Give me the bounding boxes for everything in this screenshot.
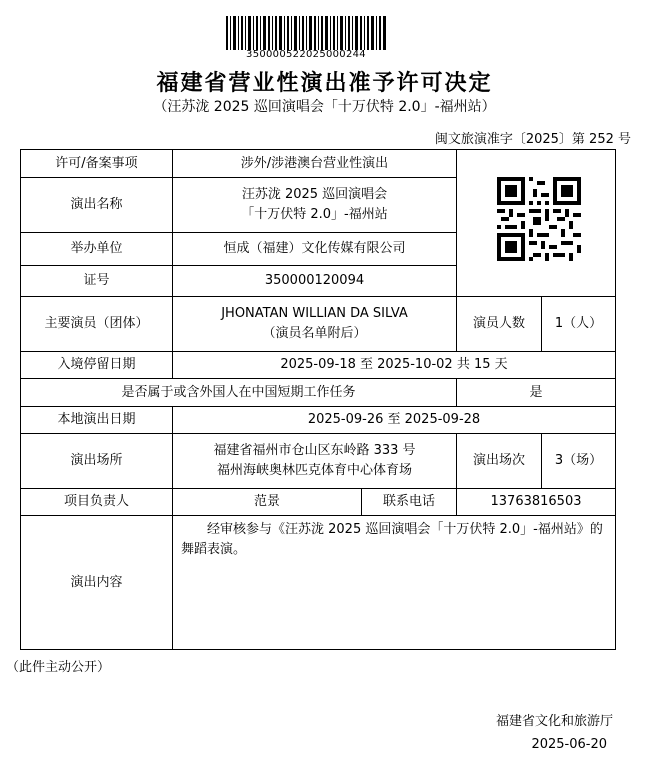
performer-note: （演员名单附后）	[262, 326, 367, 341]
venue-line2: 福州海峡奥林匹克体育中心体育场	[216, 463, 412, 478]
local-dates-label: 本地演出日期	[20, 406, 173, 434]
performer-cell	[172, 296, 457, 352]
foreign-task-value: 是	[456, 378, 616, 407]
barcode-number: 350000522025000244	[246, 49, 366, 60]
performer-name: JHONATAN WILLIAN DA SILVA	[221, 306, 408, 321]
license-type-label: 许可/备案事项	[20, 149, 173, 178]
public-disclosure-note: （此件主动公开）	[6, 660, 111, 675]
performer-label: 主要演员（团体）	[20, 296, 173, 352]
venue-label: 演出场所	[20, 433, 173, 489]
venue-line1: 福建省福州市仓山区东岭路 333 号	[213, 443, 416, 458]
performer-count-value: 1（人）	[541, 296, 616, 352]
show-name-label: 演出名称	[20, 177, 173, 233]
issue-date: 2025-06-20	[531, 737, 607, 752]
performer-count-label: 演员人数	[456, 296, 542, 352]
venue-cell	[172, 433, 457, 489]
sessions-value: 3（场）	[541, 433, 616, 489]
license-type-value: 涉外/涉港澳台营业性演出	[172, 149, 457, 178]
cert-label: 证号	[20, 265, 173, 297]
local-dates-value: 2025-09-26 至 2025-09-28	[172, 406, 616, 434]
show-name-line1: 汪苏泷 2025 巡回演唱会	[241, 187, 388, 202]
barcode-icon	[226, 16, 386, 50]
phone-label: 联系电话	[361, 488, 457, 516]
manager-label: 项目负责人	[20, 488, 173, 516]
manager-value: 范景	[172, 488, 362, 516]
stay-label: 入境停留日期	[20, 351, 173, 379]
foreign-task-label: 是否属于或含外国人在中国短期工作任务	[20, 378, 457, 407]
page-subtitle: （汪苏泷 2025 巡回演唱会「十万伏特 2.0」-福州站）	[153, 99, 496, 115]
organizer-label: 举办单位	[20, 232, 173, 266]
show-name-cell	[172, 177, 457, 233]
qr-code-icon	[497, 177, 581, 261]
phone-value: 13763816503	[456, 488, 616, 516]
issuing-authority: 福建省文化和旅游厅	[495, 714, 613, 729]
show-name-line2: 「十万伏特 2.0」-福州站	[241, 207, 388, 222]
document-number: 闽文旅演准字〔2025〕第 252 号	[434, 132, 631, 147]
organizer-value: 恒成（福建）文化传媒有限公司	[172, 232, 457, 266]
page-title: 福建省营业性演出准予许可决定	[156, 71, 493, 96]
content-value: 经审核参与《汪苏泷 2025 巡回演唱会「十万伏特 2.0」-福州站》的舞蹈表演。	[172, 515, 616, 650]
cert-value: 350000120094	[172, 265, 457, 297]
sessions-label: 演出场次	[456, 433, 542, 489]
content-label: 演出内容	[20, 515, 173, 650]
stay-value: 2025-09-18 至 2025-10-02 共 15 天	[172, 351, 616, 379]
